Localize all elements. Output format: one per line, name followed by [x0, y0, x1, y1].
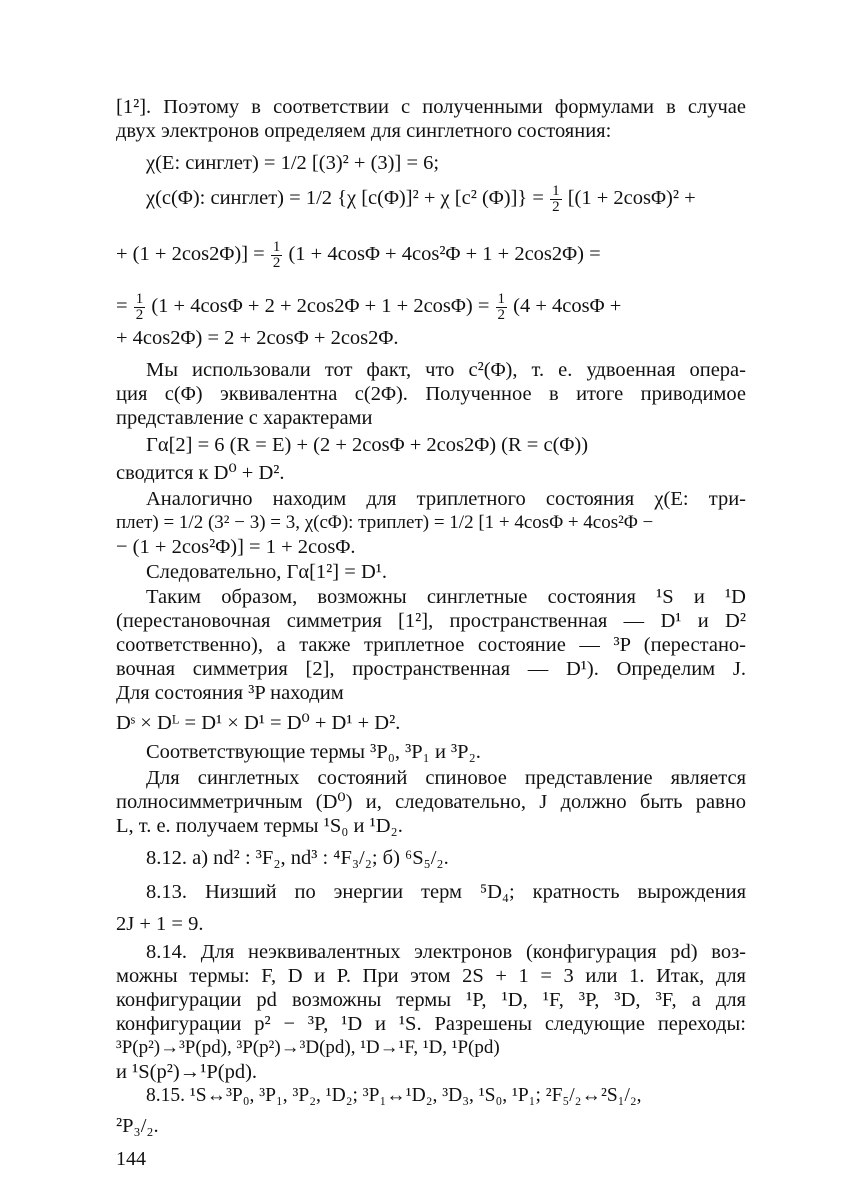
text-line: полносимметричным (D⁰) и, следовательно, J должно быть равно: [116, 791, 746, 813]
text-line: можны термы: F, D и P. При этом 2S + 1 = 3 или 1. Итак, для: [116, 965, 746, 987]
formula-part: [(1 + 2cosΦ)² +: [567, 187, 696, 210]
text-line: Соответствующие термы ³P₀, ³P₁ и ³P₂.: [146, 741, 481, 763]
text-line: соответственно), а также триплетное состояние — ³P (перестано-: [116, 634, 746, 656]
fraction-denominator: 2: [135, 307, 144, 323]
page-number: 144: [116, 1148, 146, 1170]
text-line: Аналогично находим для триплетного состояния χ(E: три-: [146, 488, 746, 510]
fraction: [496, 292, 508, 323]
answer-line: 8.15. ¹S↔³P₀, ³P₁, ³P₂, ¹D₂; ³P₁↔¹D₂, ³D₃, ¹S₀, ¹P₁; ²F₅/₂↔²S₁/₂,: [146, 1085, 642, 1106]
formula-part: (4 + 4cosΦ +: [513, 295, 622, 318]
text-line: конфигурации pd возможны термы ¹P, ¹D, ¹F, ³P, ³D, ³F, а для: [116, 989, 746, 1011]
text-line: Для синглетных состояний спиновое представление является: [146, 767, 746, 789]
fraction: [550, 184, 562, 215]
formula-part: + (1 + 2cos2Φ)] =: [116, 243, 265, 266]
text-line: Мы использовали тот факт, что c²(Φ), т. е. удвоенная опера-: [146, 359, 746, 381]
formula-line: + 4cos2Φ) = 2 + 2cosΦ + 2cos2Φ.: [116, 327, 399, 349]
formula-line: и ¹S(p²)→¹P(pd).: [116, 1061, 258, 1083]
formula-part: =: [116, 295, 128, 318]
text-line: ция c(Φ) эквивалентна c(2Φ). Полученное в итоге приводимое: [116, 383, 746, 405]
answer-line: 8.13. Низший по энергии терм ⁵D₄; кратность вырождения: [146, 881, 746, 903]
text-line: (перестановочная симметрия [1²], пространственная — D¹ и D²: [116, 610, 746, 632]
formula-line: [146, 184, 746, 215]
formula-line: ³P(p²)→³P(pd), ³P(p²)→³D(pd), ¹D→¹F, ¹D, ¹P(pd): [116, 1037, 500, 1058]
formula-line: [116, 292, 746, 323]
formula-line: [116, 240, 746, 271]
formula-line: χ(E: синглет) = 1/2 [(3)² + (3)] = 6;: [146, 152, 440, 174]
fraction: [271, 240, 283, 271]
formula-line: Γα[2] = 6 (R = E) + (2 + 2cosΦ + 2cos2Φ) (R = c(Φ)): [146, 434, 589, 456]
text-line: двух электронов определяем для синглетного состояния:: [116, 120, 612, 142]
text-line: Следовательно, Γα[1²] = D¹.: [146, 561, 388, 583]
answer-line: ²P₃/₂.: [116, 1115, 159, 1137]
text-line: конфигурации p² − ³P, ¹D и ¹S. Разрешены следующие переходы:: [116, 1013, 746, 1035]
formula-line: − (1 + 2cos²Φ)] = 1 + 2cosΦ.: [116, 536, 356, 558]
text-line: L, т. е. получаем термы ¹S₀ и ¹D₂.: [116, 815, 403, 837]
text-line: сводится к D⁰ + D².: [116, 462, 285, 484]
fraction-numerator: 1: [272, 239, 281, 255]
formula-line: Dˢ × Dᴸ = D¹ × D¹ = D⁰ + D¹ + D².: [116, 712, 401, 734]
text-line: Таким образом, возможны синглетные состояния ¹S и ¹D: [146, 586, 746, 608]
fraction: [134, 292, 146, 323]
text-line: представление с характерами: [116, 407, 373, 429]
answer-line: 8.12. а) nd² : ³F₂, nd³ : ⁴F₃/₂; б) ⁶S₅/₂.: [146, 847, 449, 869]
formula-line: плет) = 1/2 (3² − 3) = 3, χ(cΦ): триплет) = 1/2 [1 + 4cosΦ + 4cos²Φ −: [116, 512, 654, 533]
fraction-denominator: 2: [272, 255, 281, 271]
formula-part: (1 + 4cosΦ + 2 + 2cos2Φ + 1 + 2cosΦ) =: [151, 295, 490, 318]
fraction-numerator: 1: [552, 183, 560, 199]
answer-line: 8.14. Для неэквивалентных электронов (конфигурация pd) воз-: [146, 941, 746, 963]
formula-part: (1 + 4cosΦ + 4cos²Φ + 1 + 2cos2Φ) =: [288, 243, 601, 266]
fraction-numerator: 1: [497, 291, 506, 307]
text-line: вочная симметрия [2], пространственная — D¹). Определим J.: [116, 658, 746, 680]
fraction-numerator: 1: [135, 291, 144, 307]
fraction-denominator: 2: [497, 307, 506, 323]
text-line: Для состояния ³P находим: [116, 682, 344, 704]
fraction-denominator: 2: [552, 199, 560, 215]
text-line: [1²]. Поэтому в соответствии с полученными формулами в случае: [116, 96, 746, 118]
formula-part: χ(c(Φ): синглет) = 1/2 {χ [c(Φ)]² + χ [c² (Φ)]} =: [146, 187, 544, 210]
answer-line: 2J + 1 = 9.: [116, 913, 204, 935]
